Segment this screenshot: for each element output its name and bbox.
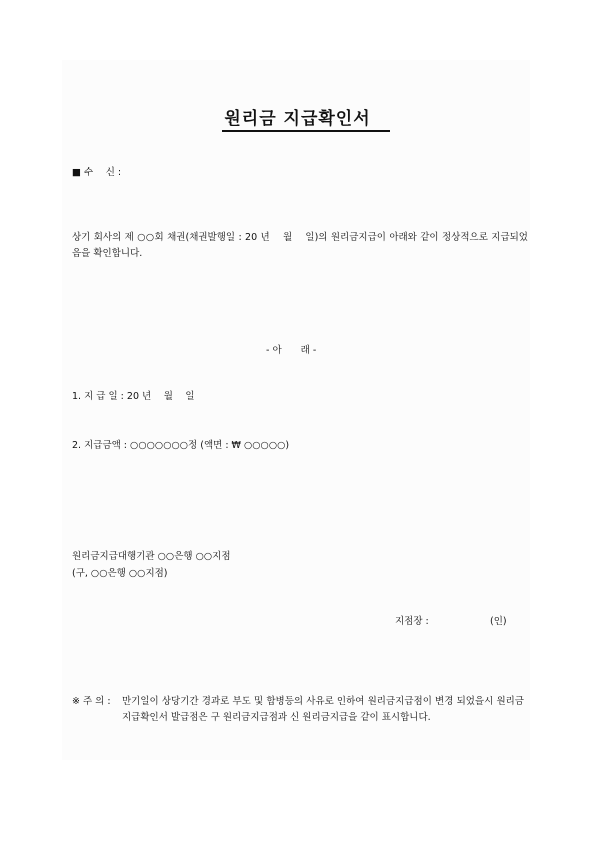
document-page [62,60,530,760]
agent-line-2: (구, ○○은행 ○○지점) [72,568,168,579]
agent-line-1: 원리금지급대행기관 ○○은행 ○○지점 [72,551,231,562]
title-underline [222,130,390,132]
recipient-label: ■ 수 신 : [72,167,122,178]
below-marker: - 아 래 - [266,345,317,356]
seal-mark: (인) [490,616,507,627]
intro-paragraph: 상기 회사의 제 ○○회 채권(채권발행일 : 20 년 월 일)의 원리금지급이 아래와 같이 정상적으로 지급되었음을 확인합니다. [72,232,528,259]
item-payment-amount: 2. 지급금액 : ○○○○○○○정 (액면 : ₩ ○○○○○) [72,440,290,451]
document-title: 원리금 지급확인서 [224,109,371,129]
signature-label: 지점장 : [395,616,429,627]
item-payment-date: 1. 지 급 일 : 20 년 월 일 [72,391,195,402]
notice-label: ※ 주 의 : [72,696,111,707]
notice-body: 만기일이 상당기간 경과로 부도 및 합병등의 사유로 인하여 원리금지급점이 변경 되었을시 원리금지급확인서 발급점은 구 원리금지급점과 신 원리금지급을 같이 표시합니다. [122,696,524,723]
